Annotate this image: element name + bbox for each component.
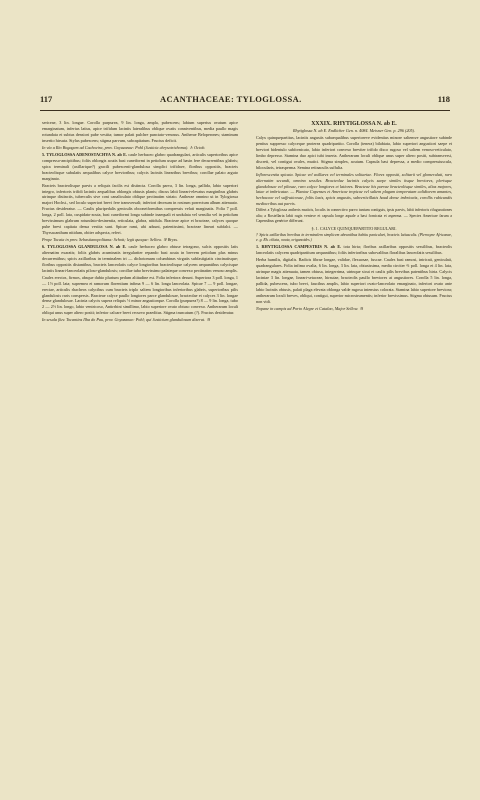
species-heading: 6. TYLOGLOSSA GLANDULOSA N. ab E. bbox=[42, 244, 127, 250]
locality-note: In sesula fluv. Tocantins Ilha do Pau, prov. Goyazanae: Pohl; qui Justicium glandulosum dixerat. ♃ bbox=[42, 317, 210, 323]
section-heading: §. 1. CALYCE QUINQUEPARTITO REGULARI. bbox=[311, 225, 397, 231]
subsection-note: † Spicis axillaribus brevibus in terminalem simplicem abeuntibus habitu paniculari, bracteis latiusculis. (Pleroxyne Africanae, e. g. Rh. ciliata, ovata, origanoides.) bbox=[256, 232, 452, 243]
locality-note: In vía a Rio Bogagem ad Cachoeira, prov. Goyazanae: Pohl (Justicia chrysotrichoma). ♄ Octob. bbox=[42, 144, 206, 150]
species-diagnosis: tota hirta; floribus axillaribus oppositis sessilibus, bracteolis lanceolatis calycem quadripartitum aequantibus; foliis inferioribus subovalibus floralibus lanceolatis sessilibus. bbox=[256, 244, 452, 256]
running-title: ACANTHACEAE: TYLOGLOSSA. bbox=[160, 94, 302, 104]
locality-note: Prope Tocaia in prov. Sebastianopolitana: Schott; legit quoque: Sellow. ♃ Bryss. bbox=[42, 236, 179, 242]
genus-title: XXXIX. RHYTIGLOSSA N. ab E. bbox=[311, 121, 397, 127]
genus-remark: Differt a Tyloglossa antheris muticis, loculis in connectivo parvo tantum contiguis, ipsis parvis, labii inferioris rifugurationes alia; a Rostellaria labii rugis venisve et capsula longe aquale a basi fornicata et asperma. — Species Americae farum a Capensibus genérice differunt. bbox=[256, 208, 452, 224]
paragraph: Bracteis bracteolisque parvis a reliquis facilis est distincta. Corolla parva, 3 lin. longa, pallida, labio superiori integro, inferioris trifidi laciniis aequalibus oblongis obtusis planis; discus labii lineari-elevatus marginibus glabris utrinque distinctis, tuberculis sive coni canaliculato oblique pectinatim striato. Antherae omnino ut in Tylogiossa majori Hochst., sed loculo superiori brevi fere transversali; inferiori deorsum in rostrum porrectum album attenuato. Fructus desideratur. — Caulis pluripedalis geniculis obconeiformibus compressis velati marginatis. Folia 7 poll. longa, 2 poll. lata, cuspidato-acuta, basi cuneiformi longa subinde inaequali et undulata vel sensilia vel in petiolum brevissimum glabrum rotundato-desinentia, reticulata, glabra, nitidula. Bracteae apice et bracteae, calyces quoque pube brevi capitata densa vestita sunt. Spicae rami, ubi adsunt, patentissimi, bracteae lineari subfalci. — Thyrsacanthum nitidum, obiter adspecta, refert. bbox=[42, 182, 238, 235]
paragraph: sericeae, 3 lin. longae. Corolla purpurea, 9 lin. longa, ampla, pubescens; labium superius ovatum apice emarginatum, inferius latius, apice trifidum laciniis lateralibus oblique ovatis conniventibus, media paullo magis rotundata et subtus densiori pube vestita; tumor palati pulchre punctato-venosus. Antherae Beloperones; staminum insertio hirsuta. Stylus pubescens; stigma parvum, subcapitatum. Fructus deficit. bbox=[42, 120, 238, 143]
left-column bbox=[42, 120, 238, 324]
genus-description: Calyx quinquepartitus, laciniis angustis subaequalibus superioreve evidentius minore saltemve angustiore subinde penitus suppresso calyceque proterea quadripartito. Corolla (tenera) bilabiata, labio superiori angustiori saepe et breviori bidentulo subfornicato, labio inferiori convexo breviter trifido disco rugoso vel saltem venoso-reticulato, limbo depresso. Stamina duo apici tubi inserta. Antherarum loculi oblique unus super altero positi, subtransversi, discreti, vel contigui ovales, mutici. Stigma simplex, acutum. Capsula basi depressa, a medio compressiuscula, bilocularis, tetrasperma. Semina retinaculis suffulta. bbox=[256, 135, 452, 170]
species-heading: 5. TYLOGLOSSA ADENOSTACHYA N. ab E. bbox=[42, 151, 127, 157]
genus-reference: Rhytiglossa N. ab E. Endlicher Gen. n. 4084. Meisner Gen. p. 296 (205). bbox=[292, 128, 416, 133]
right-column bbox=[256, 120, 452, 313]
page-number-right: 118 bbox=[437, 94, 450, 104]
paragraph: Herba humilis, digitalis. Radicis fibrae longae, validae, flexuosae, fuscae. Caules basi ramosi, intricati, geniculati, quadrangulares. Folia infima ovalia, 6 lin. longa, 3 lin. lata, obtusissima, media circiter ⅔ poll. longa et 4 lin. lata, utrinque magis attenuata, tamen obtusa, integerrima, utrinque sicut et caulis pilis brevibus patentibus hirta. Calycis laciniae 3 lin. longae, lineari-setaceae, hirsutae, bracteolis paullo breviores at angustiores. Corolla 5 lin. longa, pallida, pubescens, tubo brevi, faucibus amplis, labio superiori ovato-lanceolato emarginato, inferiori ovato ante labio laciniis obtusis, palati plaga elevata oblonga valde rugosa intensius colorata. Stamina labio superiore breviora; antherarum loculi breves, obliqui, contigui, superior microstrumentis; inferior brevissimus. Stigma obtusum. Fructus non vidi. bbox=[256, 257, 452, 304]
running-header bbox=[40, 94, 450, 111]
page-number-left: 117 bbox=[40, 94, 53, 104]
genus-description-italic: Inflorescentia spicata. Spicae vel axillares vel terminales solitariae. Flores oppositi, solitarii vel glomerulati, raro alternatim secundi, omnino sessiles. Bracteolae laciniis calycis saepe similes iisque breviores, plerisque glandulosae vel pilosae, raro calyce longiores et latiores. Bracteae his parvae bracteolisque similes, alias majores, latae et imbricatae. — Plantae Capenses et Americae tropicae vel saltem plagam temperatam calidiorem amantes, herbaceae vel suffruticosae, foliis laxis, spicis angustis, subverticillatis haud dense imbricatis, corollis rubicundis mediocribus aut parvis. bbox=[256, 171, 452, 207]
species-diagnosis: caule herbaceo glabro quadrangulari, articulis superioribus apice compresso-ancipitibus; foliis oblongis acutis basi cuneiformi in petiolum usque ad basin fere decurrentibus glabris; spica terminali (axillarique?) gracili pubescenti-glandulosa simplici trifidave, floribus oppositis, bracteis bracteolisque subulatis aequalibus calyce brevioribus; calycis laciniis linearibus brevibus; corollae palato arguto marginato. bbox=[42, 151, 238, 181]
species-heading: 1. RHYTIGLOSSA CAMPESTRIS N. ab E. bbox=[256, 244, 342, 250]
locality-note: Nopane in campis ad Porto Alegre et Catalao, Major Sellow. ♃ bbox=[256, 305, 363, 311]
paragraph: Caules erectos, firmos, absque dubio plurium pedum altitudine est. Folia inferiora desunt. Superiora 3 poll. longa, 1 — 1½ poll. lata; supremea et ramorum florentium infima 9 — 6 lin. longa lanceolata. Spicae 7 — 9 poll. longae, erectae, articulis rhacheos calycibus cum bracteis triplo saltem longioribus inferioribus glabris, superioribus pilis glandulosis raris conspersis. Bracteae calyce paullo longiores parce glandulosae, bracteolae et calyces 3 lin. longae dense glandulosae. Lacinia calycis supera reliquis ½ minor angustiorque. Corolla (purpurea?) 8 — 9 lin. longa, tubo 2 — 2½ lin. longo, labio ventricoso, Antirrhini simillimo, labio superiore ovato obtuso convexo. Antherarum loculi obliqui unus super altero positi; inferior calcare brevi recurvo praeditus. Stigma truncatum (?). Fructus desideratur. bbox=[42, 274, 238, 316]
species-diagnosis: caule herbaceo glabro obtuse tetragono, sulcis oppositis latis alternatim exaratis; foliis glabris acuminatis irregulariter repando basi acuta in brevem petiolum plus minus decurrentibus; spicis axillaribus in terminalem tri — dichotomam columbinas virgatis subfastigiatis cincinatisque; floribus oppositis distantibus, bracteis lanceolatis calyce longioribus bracteolisque calycem aequantibus calycisque laciniis lineari-lanceolatis piloso-glandulosis; corollae tubo brevissimo palateque convexo pectinatim venoso amplis. bbox=[42, 244, 239, 273]
